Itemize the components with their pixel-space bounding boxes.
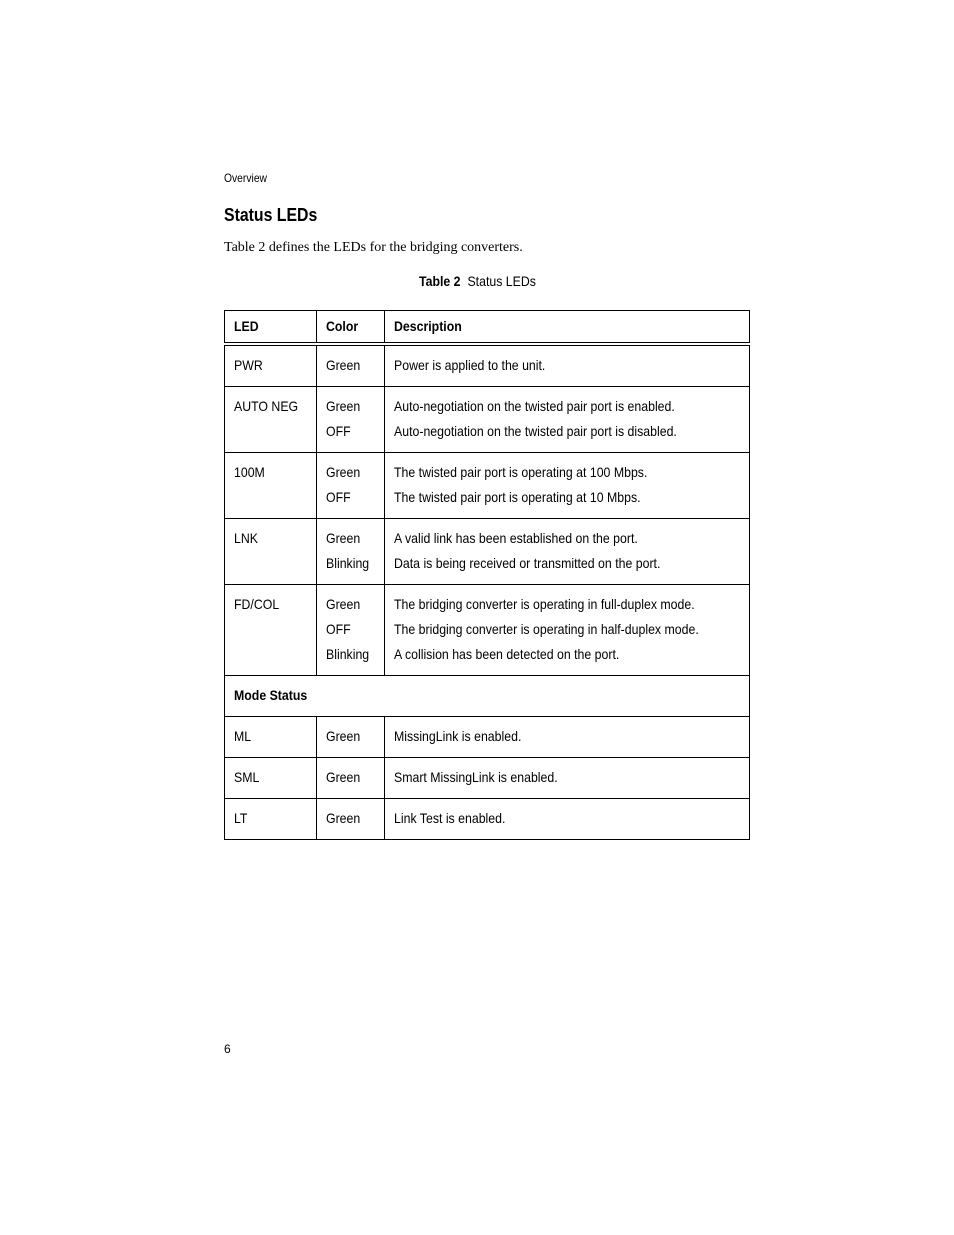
table-row [225, 717, 750, 758]
color-cell: Green [316, 758, 384, 799]
description-cell: Power is applied to the unit. [384, 344, 749, 387]
table-row [225, 758, 750, 799]
table-row [225, 344, 750, 387]
color-cell: Green Blinking [316, 519, 384, 585]
description-cell: Smart MissingLink is enabled. [384, 758, 749, 799]
header-description: Description [384, 311, 749, 345]
description-cell: Link Test is enabled. [384, 799, 749, 840]
color-cell: Green [316, 717, 384, 758]
led-cell: LT [225, 799, 317, 840]
table-row [225, 585, 750, 676]
table-header-row [225, 311, 750, 345]
description-cell: The twisted pair port is operating at 100 Mbps. The twisted pair port is operating at 10 Mbps. [384, 453, 749, 519]
led-cell: PWR [225, 344, 317, 387]
running-head: Overview [224, 171, 268, 185]
color-cell: Green OFF Blinking [316, 585, 384, 676]
led-cell: SML [225, 758, 317, 799]
led-cell: ML [225, 717, 317, 758]
table-caption-label: Table 2 [418, 273, 461, 289]
description-cell: Auto-negotiation on the twisted pair port is enabled. Auto-negotiation on the twisted pair port is disabled. [384, 387, 749, 453]
description-cell: The bridging converter is operating in full-duplex mode. The bridging converter is operating in half-duplex mode. A collision has been detected on the port. [384, 585, 749, 676]
table-row [225, 799, 750, 840]
led-cell: FD/COL [225, 585, 317, 676]
mode-status-label: Mode Status [225, 676, 750, 717]
page-number: 6 [224, 1042, 231, 1056]
table-row [225, 387, 750, 453]
table-row [225, 453, 750, 519]
color-cell: Green [316, 799, 384, 840]
led-cell: 100M [225, 453, 317, 519]
description-cell: MissingLink is enabled. [384, 717, 749, 758]
table-row [225, 519, 750, 585]
color-cell: Green [316, 344, 384, 387]
mode-status-section-row [225, 676, 750, 717]
led-cell: AUTO NEG [225, 387, 317, 453]
intro-paragraph: Table 2 defines the LEDs for the bridging converters. [224, 240, 523, 255]
section-title: Status LEDs [224, 205, 318, 225]
table-caption [224, 273, 730, 289]
led-cell: LNK [225, 519, 317, 585]
status-leds-table [224, 310, 750, 840]
color-cell: Green OFF [316, 387, 384, 453]
color-cell: Green OFF [316, 453, 384, 519]
header-led: LED [225, 311, 317, 345]
header-color: Color [316, 311, 384, 345]
description-cell: A valid link has been established on the port. Data is being received or transmitted on the port. [384, 519, 749, 585]
table-caption-text: Status LEDs [466, 273, 536, 289]
